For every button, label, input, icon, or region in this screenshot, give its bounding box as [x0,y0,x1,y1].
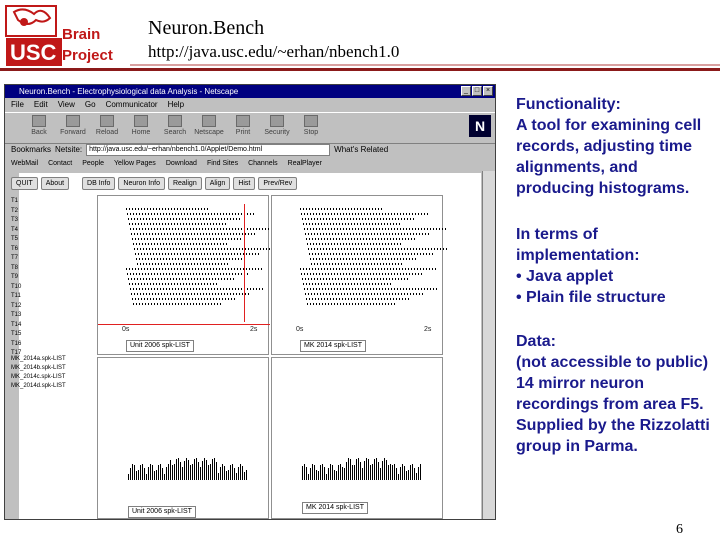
spike-train-row [133,303,221,305]
trial-item[interactable]: T7 [11,255,19,261]
header-divider [0,68,720,71]
stop-icon [304,115,318,127]
tick-label-start: 0s [296,326,304,333]
histogram-bar [416,473,417,480]
implementation-heading: In terms of implementation: [516,226,640,264]
print-icon [236,115,250,127]
histogram-bar [372,464,373,480]
forward-label: Forward [60,129,86,136]
spike-train-row [306,298,409,300]
histogram-bar [180,462,181,480]
histogram-panel-bottom-left [97,357,269,519]
file-item[interactable]: MK_2014a.spk-LIST [11,356,66,362]
histogram-bar [230,465,231,480]
trial-item[interactable]: T13 [11,312,22,318]
location-bar [5,143,495,156]
file-item[interactable]: MK_2014b.spk-LIST [11,365,66,371]
spike-train-row [304,288,438,290]
histogram-bar [320,465,321,480]
prev-rev-button[interactable]: Prev/Rev [258,177,297,190]
spike-train-row [126,208,210,210]
home-button[interactable] [125,113,157,143]
histogram-panel-bottom-right [271,357,443,519]
histogram-bar [306,467,307,480]
histogram-bar [184,461,185,480]
spike-train-row [131,233,257,235]
spike-train-row [300,268,437,270]
histogram-bar [132,464,133,480]
implementation-item: • Java applet [516,268,614,285]
histogram-bar [244,472,245,480]
histogram-bar [304,464,305,480]
data-heading: Data: [516,333,557,350]
personal-toolbar [5,157,495,170]
menu-help[interactable]: Help [167,100,185,109]
security-label: Security [264,129,290,136]
histogram-bar [134,465,135,480]
histogram-bar [228,470,229,480]
spike-train-row [302,278,408,280]
trial-item[interactable]: T1 [11,198,19,204]
spike-train-row [303,223,400,225]
trial-item[interactable]: T2 [11,207,19,214]
histogram-bar [414,468,415,480]
histogram-bar [336,471,337,480]
histogram-bar [194,459,195,480]
histogram-bar [334,470,335,480]
tick-label-end: 2s [424,326,432,333]
histogram-bar [204,458,205,480]
spike-train-row [129,283,219,285]
histogram-bar [326,474,327,480]
spike-train-row [126,268,263,270]
reload-icon [100,115,114,127]
trial-item[interactable]: T15 [11,331,22,337]
histogram-bar [240,464,241,480]
browser-title: Neuron.Bench - Electrophysiological data Analysis - Netscape [19,87,239,96]
functionality-text: A tool for examining cell records, adjusting time alignments, and producing histograms. [516,117,702,197]
histogram-bar [190,465,191,480]
spike-train-row [136,258,244,260]
tick-label-start: 0s [122,326,130,333]
histogram-bar [170,460,171,480]
spike-train-row [307,303,395,305]
spike-train-row [134,248,273,250]
bookmarks-button[interactable]: Bookmarks [11,145,52,154]
home-icon [134,115,148,127]
histogram-bar [374,459,375,480]
histogram-bar [246,470,247,480]
histogram-bar [382,461,383,480]
header-divider-light [130,64,720,66]
alignment-marker [244,204,245,322]
panel-footer-top-right: MK 2014 spk-LIST [300,340,366,352]
histogram-bar [318,471,319,480]
histogram-bar [398,474,399,480]
raster-plot-top-right [300,208,420,308]
trial-item[interactable]: T8 [11,264,19,271]
trial-item[interactable]: T3 [11,217,19,223]
print-button[interactable] [227,113,259,143]
trial-item[interactable]: T4 [11,226,19,233]
spike-train-row [300,208,384,210]
menu-go[interactable]: Go [84,100,96,109]
histogram-bar [232,464,233,480]
raster-panel-top-left [97,195,269,355]
histogram-bar [388,465,389,480]
histogram-bar [386,460,387,480]
link-webmail[interactable]: WebMail [11,160,39,167]
histogram-bar [238,467,239,480]
file-list[interactable] [11,355,66,391]
histogram-bar [408,470,409,480]
histogram-bar [174,464,175,480]
histogram-bar [376,458,377,480]
histogram-bar [324,467,325,480]
histogram-bar [220,467,221,480]
histogram-bar [346,462,347,480]
spike-train-row [309,253,433,255]
spike-train-row [130,228,272,230]
histogram-bar [350,459,351,480]
histogram-bar [216,462,217,480]
histogram-bar [130,468,131,480]
netscape-logo-icon: N [469,115,491,137]
reload-button[interactable] [91,113,123,143]
histogram-bar [358,458,359,480]
histogram-bar [164,474,165,480]
data-text-description: 14 mirror neuron recordings from area F5. Supplied by the Rizzolatti group in Parma. [516,375,710,455]
spike-train-row [301,213,429,215]
panel-footer-bottom-left: Unit 2006 spk-LIST [128,506,196,518]
spike-train-row [306,238,416,240]
spike-train-row [127,273,248,275]
histogram-bar [150,464,151,480]
maximize-icon[interactable]: □ [472,86,482,96]
histogram-bar [212,459,213,480]
histogram-bar [370,465,371,480]
raster-baseline [98,324,270,325]
histogram-bar [368,459,369,480]
histogram-bar [396,468,397,480]
histogram-bottom-left [128,458,248,480]
data-section [516,331,716,457]
spike-train-row [305,233,431,235]
search-button[interactable] [159,113,191,143]
spike-train-row [128,218,241,220]
minimize-icon[interactable]: _ [461,86,471,96]
brand-line-1: Brain [62,26,101,43]
back-icon [32,115,46,127]
histogram-bar [140,465,141,480]
forward-icon [66,115,80,127]
whats-related-button[interactable]: What's Related [334,145,389,154]
reload-label: Reload [95,129,119,136]
histogram-bar [378,462,379,480]
histogram-bar [156,470,157,480]
db-info-button[interactable]: DB Info [82,177,115,190]
histogram-bar [310,468,311,480]
histogram-bar [162,468,163,480]
histogram-bar [384,458,385,480]
histogram-bar [182,467,183,480]
spike-train-row [127,213,255,215]
spike-train-row [135,253,259,255]
page-scrollbar[interactable] [482,171,495,520]
histogram-bar [356,459,357,480]
histogram-bar [158,465,159,480]
link-find-sites[interactable]: Find Sites [206,160,239,167]
stop-button[interactable] [295,113,327,143]
trial-item[interactable]: T14 [11,321,22,328]
netscape-button[interactable] [193,113,225,143]
histogram-bar [196,458,197,480]
trial-item[interactable]: T17 [11,350,22,356]
histogram-bar [218,473,219,480]
svg-text:USC: USC [10,40,57,65]
trial-item[interactable]: T9 [11,274,19,280]
histogram-bar [394,464,395,480]
menu-communicator[interactable]: Communicator [105,100,158,109]
raster-plot-top-left [126,208,246,308]
spike-train-row [129,223,226,225]
about-button[interactable]: About [41,177,69,190]
functionality-heading: Functionality: [516,96,621,113]
link-realplayer[interactable]: RealPlayer [287,160,322,167]
spike-train-row [305,293,424,295]
histogram-bar [172,465,173,480]
histogram-bar [192,464,193,480]
back-button[interactable] [23,113,55,143]
link-download[interactable]: Download [165,160,197,167]
histogram-bar [366,458,367,480]
menu-file[interactable]: File [11,100,24,109]
realign-button[interactable]: Realign [168,177,202,190]
histogram-bar [168,464,169,480]
lock-icon [270,115,284,127]
histogram-bar [206,460,207,480]
histogram-bar [148,467,149,480]
browser-toolbar [5,112,495,144]
histogram-bar [198,462,199,480]
menu-view[interactable]: View [57,100,75,109]
link-contact[interactable]: Contact [48,160,73,167]
histogram-bar [412,464,413,480]
histogram-bar [152,465,153,480]
histogram-bar [242,466,243,480]
trial-item[interactable]: T16 [11,340,22,347]
histogram-bar [352,465,353,480]
tick-label-end: 2s [250,326,258,333]
histogram-bottom-right [302,458,422,480]
menu-edit[interactable]: Edit [33,100,48,109]
neuron-info-button[interactable]: Neuron Info [118,177,165,190]
browser-menu-bar [5,99,495,111]
histogram-bar [224,466,225,480]
histogram-bar [406,471,407,480]
histogram-bar [390,464,391,480]
histogram-bar [214,458,215,480]
search-icon [168,115,182,127]
search-label: Search [163,129,187,136]
link-people[interactable]: People [82,160,105,167]
histogram-bar [354,465,355,480]
implementation-section [516,224,716,308]
page-url: http://java.usc.edu/~erhan/nbench1.0 [148,42,400,61]
netscape-label: Netscape [194,129,224,136]
histogram-bar [420,464,421,480]
histogram-bar [344,468,345,480]
forward-button[interactable] [57,113,89,143]
functionality-section [516,94,716,199]
hist-button[interactable]: Hist [233,177,255,190]
histogram-bar [202,461,203,480]
security-button[interactable] [261,113,293,143]
histogram-bar [364,461,365,480]
histogram-bar [400,467,401,480]
spike-train-row [303,283,393,285]
data-text-access: (not accessible to public) [516,354,709,371]
histogram-bar [404,466,405,480]
histogram-bar [342,467,343,480]
raster-panel-top-right [271,195,443,355]
spike-train-row [310,258,418,260]
histogram-bar [402,464,403,480]
histogram-bar [236,473,237,480]
histogram-bar [146,474,147,480]
histogram-bar [186,458,187,480]
spike-train-row [132,238,242,240]
netscape-icon [202,115,216,127]
location-input[interactable]: http://java.usc.edu/~erhan/nbench1.0/Applet/Demo.html [86,144,330,156]
histogram-bar [340,464,341,480]
histogram-bar [348,458,349,480]
trial-item[interactable]: T5 [11,236,19,242]
spike-train-row [311,263,403,265]
histogram-bar [338,465,339,480]
histogram-bar [312,464,313,480]
home-label: Home [131,129,151,136]
file-item[interactable]: MK_2014d.spk-LIST [11,383,66,389]
panel-footer-bottom-right: MK 2014 spk-LIST [302,502,368,514]
histogram-bar [330,464,331,480]
link-yellow-pages[interactable]: Yellow Pages [114,160,156,167]
applet-button-row [11,177,297,190]
browser-screenshot [4,84,496,520]
quit-button[interactable]: QUIT [11,177,38,190]
page-title: Neuron.Bench [148,17,265,39]
stop-label: Stop [303,129,319,136]
spike-train-row [302,218,415,220]
histogram-bar [128,474,129,480]
panel-footer-top-left: Unit 2006 spk-LIST [126,340,194,352]
spike-train-row [137,263,229,265]
trial-item[interactable]: T10 [11,283,22,290]
histogram-bar [210,464,211,480]
trial-item[interactable]: T11 [11,293,21,299]
histogram-bar [176,459,177,480]
histogram-bar [410,465,411,480]
location-label: Netsite: [55,145,83,154]
histogram-bar [208,465,209,480]
histogram-bar [302,466,303,480]
spike-train-row [133,243,228,245]
histogram-bar [200,467,201,480]
spike-train-row [132,298,235,300]
histogram-bar [322,464,323,480]
spike-train-row [308,248,447,250]
histogram-bar [144,468,145,480]
trial-item[interactable]: T12 [11,302,22,309]
spike-train-row [301,273,422,275]
print-label: Print [235,129,251,136]
spike-train-row [131,293,250,295]
histogram-bar [316,470,317,480]
spike-train-row [307,243,402,245]
histogram-bar [160,464,161,480]
histogram-bar [362,468,363,480]
histogram-bar [314,465,315,480]
back-label: Back [31,129,47,136]
close-icon[interactable]: × [483,86,493,96]
align-button[interactable]: Align [205,177,231,190]
window-controls [461,86,493,96]
histogram-bar [166,467,167,480]
histogram-bar [418,467,419,480]
histogram-bar [234,468,235,480]
link-channels[interactable]: Channels [248,160,278,167]
page-number: 6 [676,522,683,537]
histogram-bar [308,474,309,480]
histogram-bar [360,462,361,480]
browser-title-bar [5,85,495,98]
histogram-bar [178,458,179,480]
implementation-item: • Plain file structure [516,289,666,306]
histogram-bar [136,471,137,480]
histogram-bar [188,460,189,480]
histogram-bar [392,465,393,480]
trial-item[interactable]: T6 [11,245,19,252]
histogram-bar [142,464,143,480]
histogram-bar [328,468,329,480]
file-item[interactable]: MK_2014c.spk-LIST [11,374,66,380]
brand-line-2: Project [62,47,113,64]
histogram-bar [332,465,333,480]
trial-list[interactable] [11,197,21,359]
histogram-bar [380,468,381,480]
histogram-bar [154,471,155,480]
histogram-bar [226,471,227,480]
spike-train-row [128,278,234,280]
spike-train-row [304,228,446,230]
histogram-bar [138,470,139,480]
histogram-bar [222,464,223,480]
